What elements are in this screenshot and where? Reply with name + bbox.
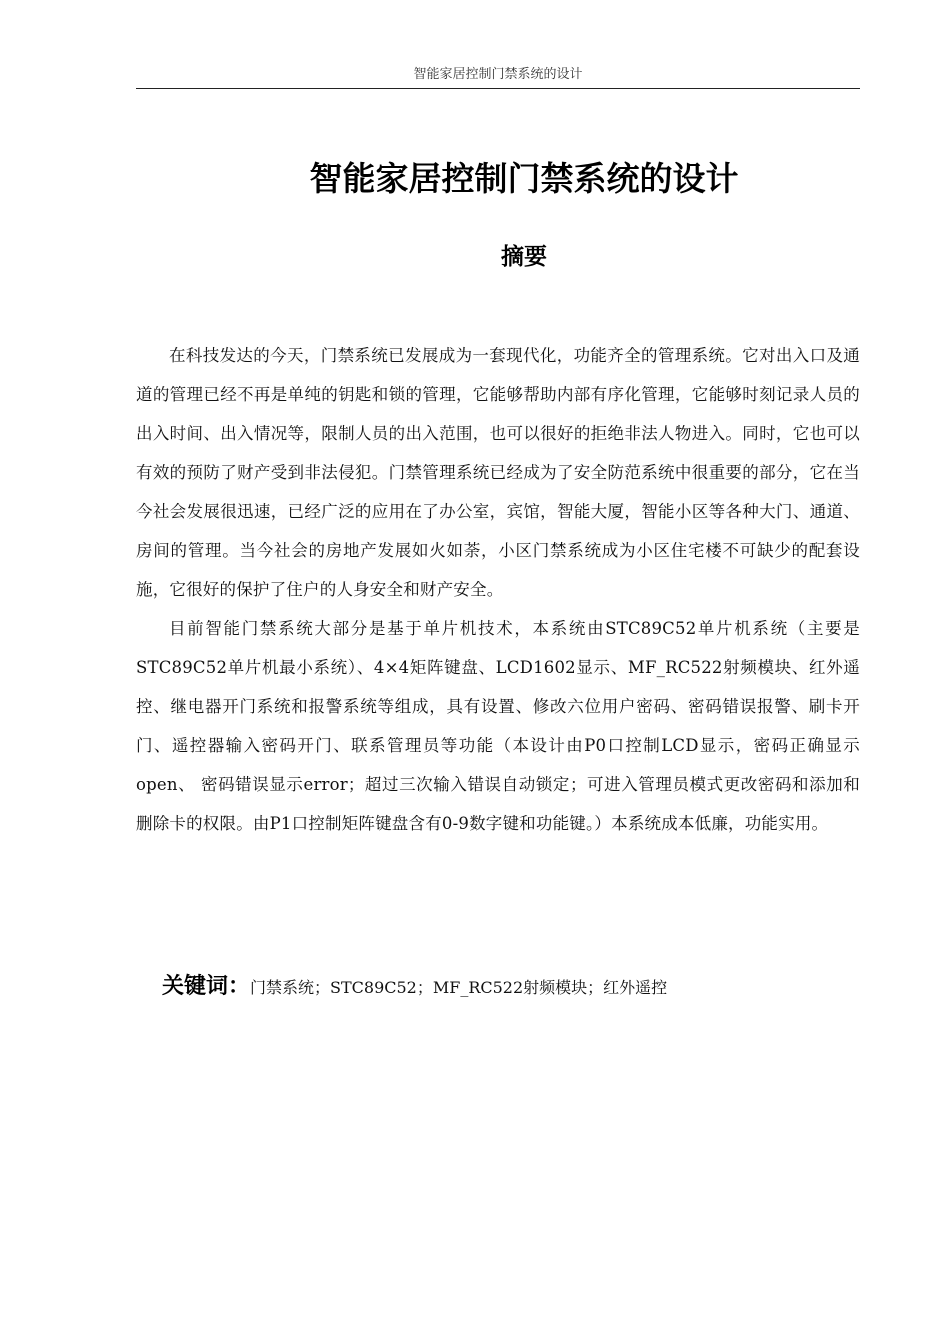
abstract-paragraph-2: 目前智能门禁系统大部分是基于单片机技术，本系统由STC89C52单片机系统（主要是STC89C52单片机最小系统）、4×4矩阵键盘、LCD1602显示、MF_RC522射频模块、红外遥控、继电器开门系统和报警系统等组成，具有设置、修改六位用户密码、密码错误报警、刷卡开门、遥控器输入密码开门、联系管理员等功能（本设计由P0口控制LCD显示，密码正确显示open、 密码错误显示error；超过三次输入错误自动锁定；可进入管理员模式更改密码和添加和删除卡的权限。由P1口控制矩阵键盘含有0-9数字键和功能键。）本系统成本低廉，功能实用。 [136, 619, 860, 833]
abstract-body [136, 336, 860, 843]
header-divider [136, 88, 860, 89]
keywords-value: 门禁系统；STC89C52；MF_RC522射频模块；红外遥控 [250, 978, 668, 997]
keywords-label: 关键词： [162, 974, 251, 999]
abstract-paragraph-1: 在科技发达的今天，门禁系统已发展成为一套现代化，功能齐全的管理系统。它对出入口及通道的管理已经不再是单纯的钥匙和锁的管理，它能够帮助内部有序化管理，它能够时刻记录人员的出入时间、出入情况等，限制人员的出入范围，也可以很好的拒绝非法人物进入。同时，它也可以有效的预防了财产受到非法侵犯。门禁管理系统已经成为了安全防范系统中很重要的部分，它在当今社会发展很迅速，已经广泛的应用在了办公室，宾馆，智能大厦，智能小区等各种大门、通道、房间的管理。当今社会的房地产发展如火如荼，小区门禁系统成为小区住宅楼不可缺少的配套设施，它很好的保护了住户的人身安全和财产安全。 [136, 346, 860, 599]
keywords-line [162, 968, 862, 1007]
document-title: 智能家居控制门禁系统的设计 [309, 159, 739, 198]
abstract-heading: 摘要 [501, 244, 547, 270]
running-header-title: 智能家居控制门禁系统的设计 [413, 67, 583, 82]
